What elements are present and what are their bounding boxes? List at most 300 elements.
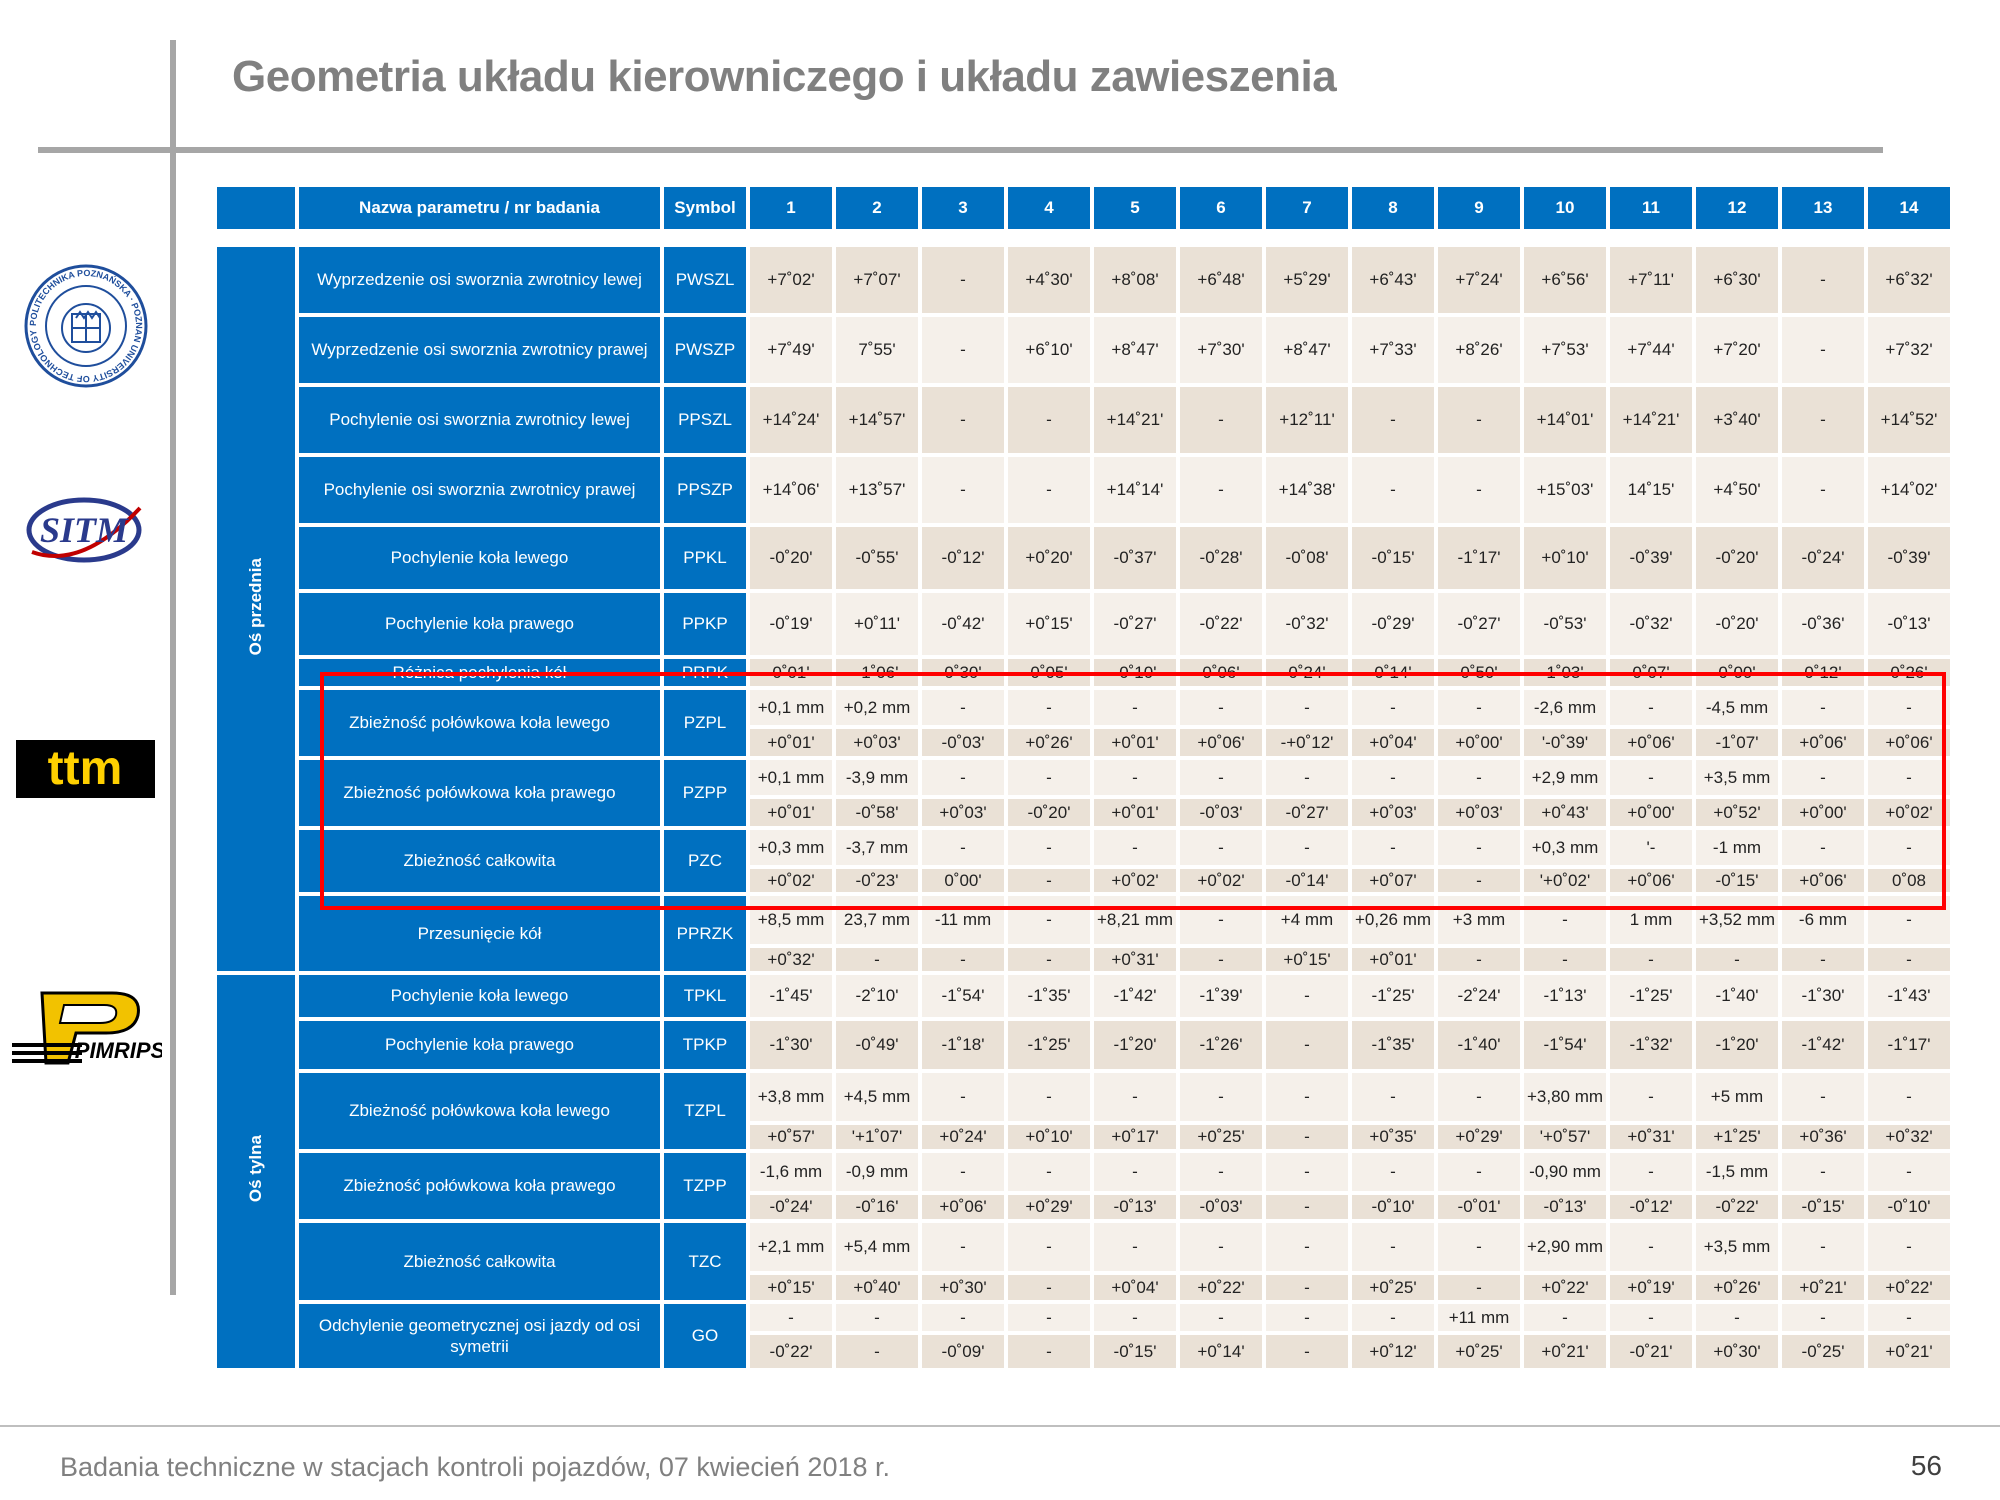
pimrips-logo	[12, 985, 162, 1071]
measurement-cell: +0˚40'	[836, 1275, 918, 1300]
measurement-cell: -1˚25'	[1008, 1021, 1090, 1069]
measurement-cell: +0˚12'	[1352, 1335, 1434, 1368]
measurement-cell: 1˚03'	[1524, 659, 1606, 686]
measurement-cell: +0˚25'	[1352, 1275, 1434, 1300]
parameter-symbol: TPKP	[664, 1021, 746, 1069]
measurement-cell: -3,7 mm	[836, 830, 918, 865]
measurement-cell: -	[1438, 760, 1520, 795]
measurement-cell: +7˚33'	[1352, 317, 1434, 383]
measurement-cell: -	[1610, 1223, 1692, 1271]
measurement-cell: -0˚28'	[1180, 527, 1262, 589]
parameter-symbol: PWSZL	[664, 247, 746, 313]
measurement-cell: -1˚42'	[1782, 1021, 1864, 1069]
measurement-cell: -	[1438, 1275, 1520, 1300]
measurement-cell: +14˚24'	[750, 387, 832, 453]
measurement-cell: 1 mm	[1610, 896, 1692, 944]
measurement-cell: +0,2 mm	[836, 690, 918, 725]
measurement-cell: +7˚32'	[1868, 317, 1950, 383]
measurement-cell: -0˚03'	[922, 729, 1004, 756]
measurement-cell: +14˚21'	[1610, 387, 1692, 453]
measurement-cell: -	[1868, 1304, 1950, 1331]
measurement-cell: -	[1868, 830, 1950, 865]
table-row	[217, 975, 1950, 1017]
measurement-cell: -	[1524, 948, 1606, 971]
measurement-cell: -0˚49'	[836, 1021, 918, 1069]
measurement-cell: +0˚00'	[1782, 799, 1864, 826]
measurement-cell: -0˚32'	[1610, 593, 1692, 655]
measurement-cell: -	[1438, 830, 1520, 865]
measurement-cell: -	[922, 1223, 1004, 1271]
header-group-cell	[217, 187, 295, 229]
measurement-cell: -	[836, 948, 918, 971]
measurement-cell: -	[1610, 1073, 1692, 1121]
measurement-cell: +0˚30'	[1696, 1335, 1778, 1368]
measurement-cell: -0˚22'	[1696, 1195, 1778, 1219]
measurement-cell: +0˚22'	[1180, 1275, 1262, 1300]
measurement-cell: +5 mm	[1696, 1073, 1778, 1121]
measurement-cell: +0˚29'	[1438, 1125, 1520, 1149]
measurement-cell: -1˚45'	[750, 975, 832, 1017]
measurement-cell: -1˚17'	[1438, 527, 1520, 589]
measurement-cell: -1˚35'	[1008, 975, 1090, 1017]
measurement-cell: +8˚08'	[1094, 247, 1176, 313]
measurement-cell: -	[1008, 387, 1090, 453]
measurement-cell: -0˚01'	[1438, 1195, 1520, 1219]
measurement-cell: '+0˚57'	[1524, 1125, 1606, 1149]
parameter-symbol: PPSZL	[664, 387, 746, 453]
page-number: 56	[1910, 1450, 1942, 1481]
measurement-cell: +0˚15'	[1266, 948, 1348, 971]
parameter-symbol: TPKL	[664, 975, 746, 1017]
measurement-cell: -	[1438, 690, 1520, 725]
measurement-cell: -1˚25'	[1610, 975, 1692, 1017]
measurement-cell: -0˚13'	[1524, 1195, 1606, 1219]
measurement-cell: 0˚06'	[1180, 659, 1262, 686]
parameter-symbol: PZPP	[664, 760, 746, 826]
measurement-cell: +6˚56'	[1524, 247, 1606, 313]
measurement-cell: -0˚32'	[1266, 593, 1348, 655]
measurement-cell: +0˚01'	[1094, 799, 1176, 826]
measurement-cell: +0˚06'	[922, 1195, 1004, 1219]
parameter-symbol: PRPK	[664, 659, 746, 686]
measurement-cell: +8,5 mm	[750, 896, 832, 944]
measurement-cell: +11 mm	[1438, 1304, 1520, 1331]
header-test-number: 11	[1610, 187, 1692, 229]
measurement-cell: -	[1610, 690, 1692, 725]
measurement-cell: -	[1782, 387, 1864, 453]
measurement-cell: -0˚10'	[1094, 659, 1176, 686]
measurement-cell: +0˚00'	[1438, 729, 1520, 756]
measurement-cell: +0˚07'	[1352, 869, 1434, 892]
measurement-cell: +6˚30'	[1696, 247, 1778, 313]
parameter-symbol: PPSZP	[664, 457, 746, 523]
measurement-cell: -1˚40'	[1696, 975, 1778, 1017]
measurement-cell: -	[1782, 1304, 1864, 1331]
parameter-symbol: PPKL	[664, 527, 746, 589]
measurement-cell: +0,3 mm	[1524, 830, 1606, 865]
measurement-cell: -0˚29'	[1352, 593, 1434, 655]
ttm-logo	[16, 740, 155, 798]
measurement-cell: -	[1782, 457, 1864, 523]
measurement-cell: -	[1782, 760, 1864, 795]
axle-group-label: Oś tylna	[217, 975, 295, 1368]
measurement-cell: -	[1352, 1223, 1434, 1271]
measurement-cell: -0˚14'	[1266, 869, 1348, 892]
measurement-cell: +14˚57'	[836, 387, 918, 453]
measurement-cell: -	[1524, 896, 1606, 944]
measurement-cell: +0,1 mm	[750, 690, 832, 725]
measurement-cell: -0˚24'	[750, 1195, 832, 1219]
measurement-cell: -	[1266, 1153, 1348, 1191]
measurement-cell: +0˚01'	[1352, 948, 1434, 971]
title-underline	[38, 147, 1883, 153]
measurement-cell: +7˚11'	[1610, 247, 1692, 313]
measurement-cell: -	[1266, 830, 1348, 865]
measurement-cell: -0,90 mm	[1524, 1153, 1606, 1191]
measurement-cell: +2,1 mm	[750, 1223, 832, 1271]
table-row	[217, 593, 1950, 655]
measurement-cell: +6˚32'	[1868, 247, 1950, 313]
measurement-cell: -	[1094, 690, 1176, 725]
measurement-cell: +0,26 mm	[1352, 896, 1434, 944]
measurement-cell: +7˚02'	[750, 247, 832, 313]
measurement-cell: -	[1352, 457, 1434, 523]
measurement-cell: -	[1610, 1153, 1692, 1191]
table-row	[217, 1021, 1950, 1069]
measurement-cell: +0˚02'	[750, 869, 832, 892]
measurement-cell: -1˚54'	[1524, 1021, 1606, 1069]
measurement-cell: -0˚22'	[1180, 593, 1262, 655]
measurement-cell: -	[1782, 1153, 1864, 1191]
measurement-cell: -2˚10'	[836, 975, 918, 1017]
measurement-cell: -	[1094, 1223, 1176, 1271]
measurement-cell: -	[1438, 387, 1520, 453]
measurement-cell: -	[1266, 760, 1348, 795]
parameter-name: Pochylenie koła prawego	[299, 593, 660, 655]
measurement-cell: -	[1610, 1304, 1692, 1331]
measurement-cell: +0˚01'	[750, 799, 832, 826]
measurement-cell: +0˚31'	[1094, 948, 1176, 971]
measurement-cell: +0˚02'	[1868, 799, 1950, 826]
measurement-cell: +3,52 mm	[1696, 896, 1778, 944]
measurement-cell: -0˚15'	[1782, 1195, 1864, 1219]
parameter-symbol: TZPP	[664, 1153, 746, 1219]
measurement-cell: -	[1180, 896, 1262, 944]
measurement-cell: +0˚06'	[1782, 869, 1864, 892]
measurement-cell: -0˚19'	[750, 593, 832, 655]
measurement-cell: +0˚31'	[1610, 1125, 1692, 1149]
measurement-cell: -1 mm	[1696, 830, 1778, 865]
measurement-cell: +0˚03'	[836, 729, 918, 756]
measurement-cell: -3,9 mm	[836, 760, 918, 795]
measurement-cell: -1,5 mm	[1696, 1153, 1778, 1191]
measurement-cell: -	[1266, 1223, 1348, 1271]
measurement-cell: +0˚30'	[922, 1275, 1004, 1300]
measurement-cell: 7˚55'	[836, 317, 918, 383]
measurement-cell: -0˚10'	[1868, 1195, 1950, 1219]
parameter-name: Zbieżność połówkowa koła prawego	[299, 760, 660, 826]
measurement-cell: -	[1438, 1073, 1520, 1121]
measurement-cell: -	[1352, 1153, 1434, 1191]
measurement-cell: -	[922, 760, 1004, 795]
table-row	[217, 659, 1950, 686]
measurement-cell: +0˚14'	[1180, 1335, 1262, 1368]
measurement-cell: -	[836, 1304, 918, 1331]
table-row	[217, 1073, 1950, 1121]
vertical-divider	[170, 40, 176, 1295]
measurement-cell: -0˚20'	[1696, 527, 1778, 589]
measurement-cell: -	[1352, 690, 1434, 725]
measurement-cell: +0˚24'	[922, 1125, 1004, 1149]
measurement-cell: -	[1180, 830, 1262, 865]
measurement-cell: -0˚21'	[1610, 1335, 1692, 1368]
measurement-cell: +14˚14'	[1094, 457, 1176, 523]
measurement-cell: +0˚06'	[1610, 869, 1692, 892]
measurement-cell: -	[1438, 869, 1520, 892]
measurement-cell: -	[922, 317, 1004, 383]
table-row	[217, 1153, 1950, 1191]
measurement-cell: +0,3 mm	[750, 830, 832, 865]
measurement-cell: +2,9 mm	[1524, 760, 1606, 795]
measurement-cell: +8˚47'	[1094, 317, 1176, 383]
measurement-cell: +0˚25'	[1180, 1125, 1262, 1149]
measurement-cell: -	[1782, 948, 1864, 971]
measurement-cell: +14˚38'	[1266, 457, 1348, 523]
measurement-cell: -	[1868, 1073, 1950, 1121]
measurement-cell: -0˚24'	[1782, 527, 1864, 589]
measurement-cell: 0˚14'	[1352, 659, 1434, 686]
measurement-cell: -0˚20'	[1008, 799, 1090, 826]
measurement-cell: +0˚52'	[1696, 799, 1778, 826]
table-row	[217, 247, 1950, 313]
measurement-cell: -	[1868, 760, 1950, 795]
measurement-cell: -	[1266, 1073, 1348, 1121]
measurement-cell: +0˚32'	[750, 948, 832, 971]
measurement-cell: -	[1008, 690, 1090, 725]
measurement-cell: -1˚42'	[1094, 975, 1176, 1017]
measurement-cell: -	[1610, 760, 1692, 795]
measurement-cell: +0˚21'	[1524, 1335, 1606, 1368]
measurement-cell: -	[1782, 247, 1864, 313]
measurement-cell: 0˚30'	[922, 659, 1004, 686]
parameter-name: Zbieżność połówkowa koła prawego	[299, 1153, 660, 1219]
measurement-cell: +0˚10'	[1008, 1125, 1090, 1149]
measurement-cell: -	[922, 387, 1004, 453]
measurement-cell: -	[1008, 1335, 1090, 1368]
measurement-cell: 0˚08	[1868, 869, 1950, 892]
measurement-cell: -0˚03'	[1180, 1195, 1262, 1219]
measurement-cell: +3,5 mm	[1696, 1223, 1778, 1271]
measurement-cell: +0˚04'	[1094, 1275, 1176, 1300]
measurement-cell: -0˚20'	[1696, 593, 1778, 655]
measurement-cell: 14˚15'	[1610, 457, 1692, 523]
measurement-cell: +0˚10'	[1524, 527, 1606, 589]
measurement-cell: -	[1438, 948, 1520, 971]
parameter-symbol: PWSZP	[664, 317, 746, 383]
parameter-name: Odchylenie geometrycznej osi jazdy od osi symetrii	[299, 1304, 660, 1368]
measurement-cell: -	[1266, 1304, 1348, 1331]
measurement-cell: +8,21 mm	[1094, 896, 1176, 944]
measurement-cell: +0˚19'	[1610, 1275, 1692, 1300]
measurement-cell: +0˚00'	[1610, 799, 1692, 826]
header-parameter-name: Nazwa parametru / nr badania	[299, 187, 660, 229]
measurement-cell: +0˚26'	[1696, 1275, 1778, 1300]
measurement-cell: -1˚26'	[1180, 1021, 1262, 1069]
page-title: Geometria układu kierowniczego i układu zawieszenia	[232, 52, 1337, 101]
measurement-cell: -1˚07'	[1696, 729, 1778, 756]
header-test-number: 10	[1524, 187, 1606, 229]
measurement-cell: -+0˚12'	[1266, 729, 1348, 756]
measurement-cell: +0˚29'	[1008, 1195, 1090, 1219]
measurement-cell: +0˚57'	[750, 1125, 832, 1149]
table-row	[217, 527, 1950, 589]
measurement-cell: -1˚25'	[1352, 975, 1434, 1017]
measurement-cell: -2,6 mm	[1524, 690, 1606, 725]
measurement-cell: -0˚27'	[1266, 799, 1348, 826]
measurement-cell: -1,6 mm	[750, 1153, 832, 1191]
measurement-cell: -	[1782, 690, 1864, 725]
measurement-cell: -	[1008, 1153, 1090, 1191]
measurement-cell: 0˚12'	[1782, 659, 1864, 686]
measurement-cell: +0˚35'	[1352, 1125, 1434, 1149]
measurement-cell: +3,8 mm	[750, 1073, 832, 1121]
measurement-cell: -	[1180, 1153, 1262, 1191]
measurement-cell: -	[1352, 1073, 1434, 1121]
measurement-cell: -	[1782, 830, 1864, 865]
measurement-cell: -0˚22'	[750, 1335, 832, 1368]
table-row	[217, 760, 1950, 795]
measurement-cell: -	[1094, 760, 1176, 795]
measurement-cell: -	[1180, 1073, 1262, 1121]
measurement-cell: -0˚16'	[836, 1195, 918, 1219]
measurement-cell: -0˚27'	[1438, 593, 1520, 655]
measurement-cell: -0˚15'	[1696, 869, 1778, 892]
measurement-cell: -	[1008, 457, 1090, 523]
parameter-name: Pochylenie osi sworznia zwrotnicy prawej	[299, 457, 660, 523]
measurement-cell: -	[1008, 760, 1090, 795]
measurement-cell: -0˚25'	[1782, 1335, 1864, 1368]
measurement-cell: +6˚10'	[1008, 317, 1090, 383]
measurement-cell: -1˚18'	[922, 1021, 1004, 1069]
header-test-number: 9	[1438, 187, 1520, 229]
parameter-name: Pochylenie koła prawego	[299, 1021, 660, 1069]
table-header-row	[217, 187, 1950, 229]
footer-text: Badania techniczne w stacjach kontroli pojazdów, 07 kwiecień 2018 r.	[60, 1452, 890, 1482]
measurement-cell: -	[836, 1335, 918, 1368]
measurement-cell: -1˚30'	[1782, 975, 1864, 1017]
table-row	[217, 830, 1950, 865]
measurement-cell: +12˚11'	[1266, 387, 1348, 453]
measurement-cell: +0˚22'	[1868, 1275, 1950, 1300]
measurement-cell: -	[1696, 1304, 1778, 1331]
measurement-cell: +0˚26'	[1008, 729, 1090, 756]
measurement-cell: +0˚04'	[1352, 729, 1434, 756]
measurement-cell: -1˚39'	[1180, 975, 1262, 1017]
measurement-cell: +1˚25'	[1696, 1125, 1778, 1149]
measurement-cell: -0˚20'	[750, 527, 832, 589]
measurement-cell: +14˚21'	[1094, 387, 1176, 453]
measurement-cell: -0˚08'	[1266, 527, 1348, 589]
parameter-symbol: PZC	[664, 830, 746, 892]
parameter-symbol: TZPL	[664, 1073, 746, 1149]
measurement-cell: -0˚37'	[1094, 527, 1176, 589]
parameter-symbol: TZC	[664, 1223, 746, 1300]
measurement-cell: +5˚29'	[1266, 247, 1348, 313]
parameter-name: Zbieżność całkowita	[299, 830, 660, 892]
measurement-cell: -	[1266, 1275, 1348, 1300]
table-row	[217, 896, 1950, 944]
table-row	[217, 387, 1950, 453]
measurement-cell: -	[1438, 457, 1520, 523]
measurement-cell: -	[1782, 1073, 1864, 1121]
measurement-cell: -1˚35'	[1352, 1021, 1434, 1069]
measurement-cell: -	[1180, 1223, 1262, 1271]
parameter-name: Wyprzedzenie osi sworznia zwrotnicy prawej	[299, 317, 660, 383]
measurement-cell: -	[1524, 1304, 1606, 1331]
ttm-logo-text: ttm	[47, 742, 123, 795]
measurement-cell: -	[1180, 690, 1262, 725]
measurement-cell: -	[1438, 1153, 1520, 1191]
measurement-cell: +0˚01'	[1094, 729, 1176, 756]
parameter-name: Zbieżność całkowita	[299, 1223, 660, 1300]
measurement-cell: +7˚30'	[1180, 317, 1262, 383]
measurement-cell: -	[1008, 869, 1090, 892]
measurement-cell: 0˚05'	[1008, 659, 1090, 686]
measurement-cell: -	[750, 1304, 832, 1331]
header-test-number: 2	[836, 187, 918, 229]
measurement-cell: +0˚01'	[750, 729, 832, 756]
measurement-cell: -1˚43'	[1868, 975, 1950, 1017]
parameter-name: Przesunięcie kół	[299, 896, 660, 971]
measurement-cell: -	[922, 830, 1004, 865]
measurement-cell: +4,5 mm	[836, 1073, 918, 1121]
parameter-name: Pochylenie koła lewego	[299, 975, 660, 1017]
parameter-name: Wyprzedzenie osi sworznia zwrotnicy lewej	[299, 247, 660, 313]
measurement-cell: -	[1868, 1223, 1950, 1271]
parameter-symbol: GO	[664, 1304, 746, 1368]
measurement-cell: -0˚12'	[1610, 1195, 1692, 1219]
measurement-cell: +0˚06'	[1868, 729, 1950, 756]
measurement-cell: -	[1352, 760, 1434, 795]
measurement-cell: -1˚30'	[750, 1021, 832, 1069]
measurement-cell: -0˚23'	[836, 869, 918, 892]
measurement-cell: -0˚36'	[1782, 593, 1864, 655]
measurement-cell: -	[1266, 690, 1348, 725]
measurement-cell: -0˚15'	[1352, 527, 1434, 589]
axle-group-label: Oś przednia	[217, 247, 295, 971]
measurement-cell: 0˚24'	[1266, 659, 1348, 686]
put-logo-text: POLITECHNIKA POZNAŃSKA · POZNAN UNIVERSITY OF TECHNOLOGY	[27, 267, 145, 385]
measurement-cell: +0˚22'	[1524, 1275, 1606, 1300]
measurement-cell: +7˚20'	[1696, 317, 1778, 383]
header-test-number: 5	[1094, 187, 1176, 229]
measurement-cell: -	[922, 1304, 1004, 1331]
measurement-cell: +3,5 mm	[1696, 760, 1778, 795]
header-test-number: 14	[1868, 187, 1950, 229]
measurement-cell: -	[1180, 760, 1262, 795]
measurement-cell: +6˚43'	[1352, 247, 1434, 313]
measurement-cell: +7˚07'	[836, 247, 918, 313]
measurement-cell: -1˚20'	[1094, 1021, 1176, 1069]
measurement-cell: 0˚50'	[1438, 659, 1520, 686]
measurement-cell: -0˚03'	[1180, 799, 1262, 826]
measurement-cell: -	[1180, 948, 1262, 971]
measurement-cell: -	[1180, 1304, 1262, 1331]
measurement-cell: +8˚26'	[1438, 317, 1520, 383]
table-row	[217, 1223, 1950, 1271]
measurement-cell: -	[1094, 830, 1176, 865]
measurement-cell: +0˚02'	[1180, 869, 1262, 892]
